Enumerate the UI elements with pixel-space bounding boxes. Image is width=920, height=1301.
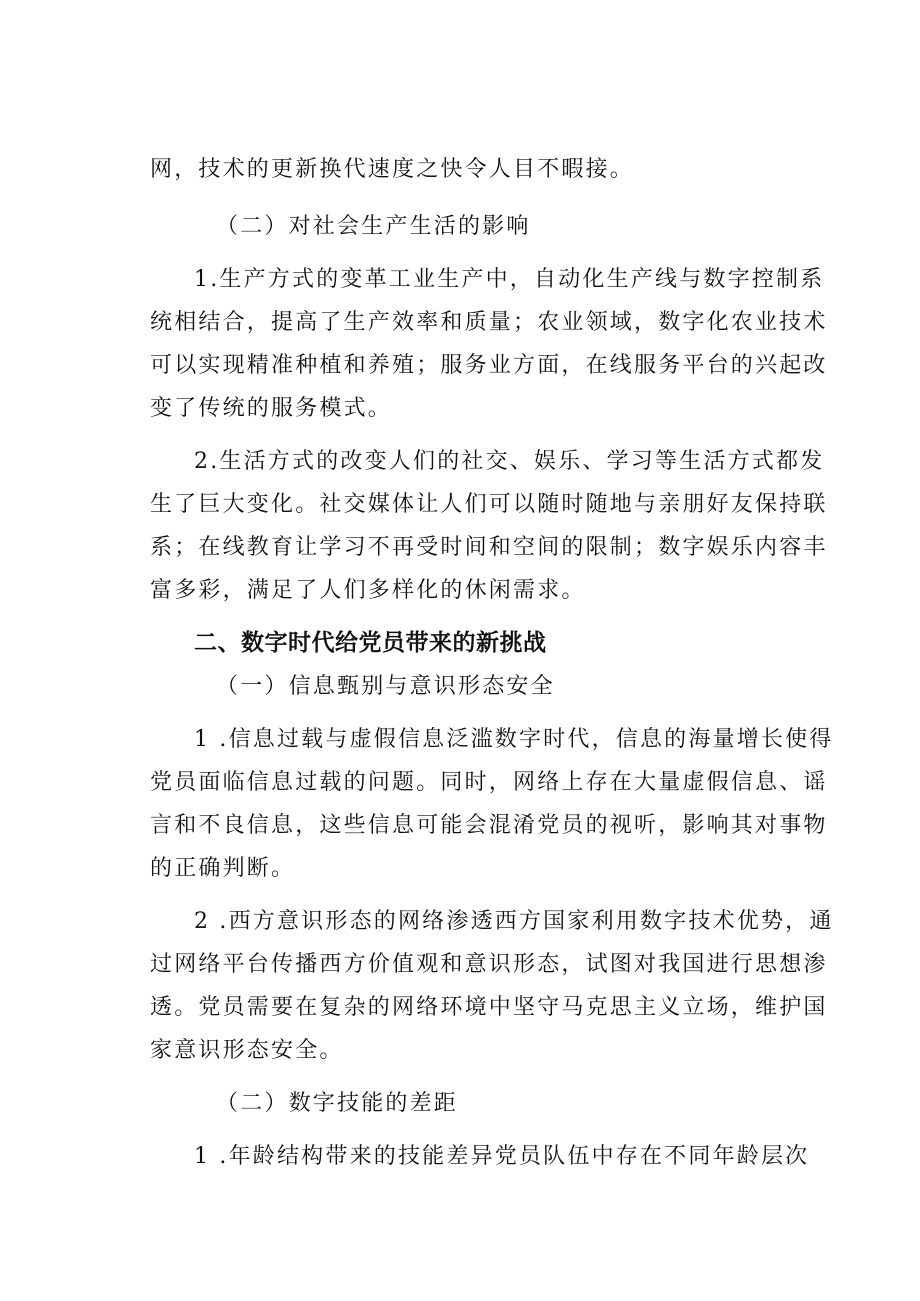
paragraph-line: 党员面临信息过载的问题。同时，网络上存在大量虚假信息、谣 xyxy=(150,770,828,795)
paragraph-line: 言和不良信息，这些信息可能会混淆党员的视听，影响其对事物 xyxy=(150,813,828,838)
section-heading-new-challenges: 二、数字时代给党员带来的新挑战 xyxy=(194,630,547,656)
paragraph-line: 统相结合，提高了生产效率和质量；农业领域，数字化农业技术 xyxy=(150,310,828,335)
document-page xyxy=(150,148,834,1178)
paragraph-line: 的正确判断。 xyxy=(150,856,296,881)
paragraph-line: 富多彩，满足了人们多样化的休闲需求。 xyxy=(150,578,586,603)
paragraph-lifestyle-change xyxy=(150,440,828,612)
paragraph-line: 家意识形态安全。 xyxy=(150,1038,344,1063)
paragraph-info-overload xyxy=(150,718,834,890)
paragraph-line: 系；在线教育让学习不再受时间和空间的限制；数字娱乐内容丰 xyxy=(150,535,828,560)
paragraph-line: 可以实现精准种植和养殖；服务业方面，在线服务平台的兴起改 xyxy=(150,353,828,378)
paragraph-production-change xyxy=(150,258,828,430)
paragraph-line: 生了巨大变化。社交媒体让人们可以随时随地与亲朋好友保持联 xyxy=(150,492,828,517)
paragraph-line: 1 .信息过载与虚假信息泛滥数字时代，信息的海量增长使得 xyxy=(194,727,834,752)
paragraph-line: 过网络平台传播西方价值观和意识形态，试图对我国进行思想渗 xyxy=(150,952,828,977)
paragraph-line: 变了传统的服务模式。 xyxy=(150,396,393,421)
paragraph-line: 2 .西方意识形态的网络渗透西方国家利用数字技术优势，通 xyxy=(194,909,834,934)
paragraph-continuation: 网，技术的更新换代速度之快令人目不暇接。 xyxy=(150,157,635,182)
paragraph-line: 2.生活方式的改变人们的社交、娱乐、学习等生活方式都发 xyxy=(194,449,825,474)
subsection-heading-digital-skills: （二）数字技能的差距 xyxy=(216,1091,459,1116)
paragraph-ideology-infiltration xyxy=(150,900,834,1072)
paragraph-line: 1.生产方式的变革工业生产中，自动化生产线与数字控制系 xyxy=(194,267,825,292)
subsection-heading-info-security: （一）信息甄别与意识形态安全 xyxy=(216,674,555,699)
paragraph-line: 透。党员需要在复杂的网络环境中坚守马克思主义立场，维护国 xyxy=(150,995,828,1020)
paragraph-age-skill-gap: 1 .年龄结构带来的技能差异党员队伍中存在不同年龄层次 xyxy=(194,1144,810,1169)
subsection-heading-social-impact: （二）对社会生产生活的影响 xyxy=(216,214,531,239)
